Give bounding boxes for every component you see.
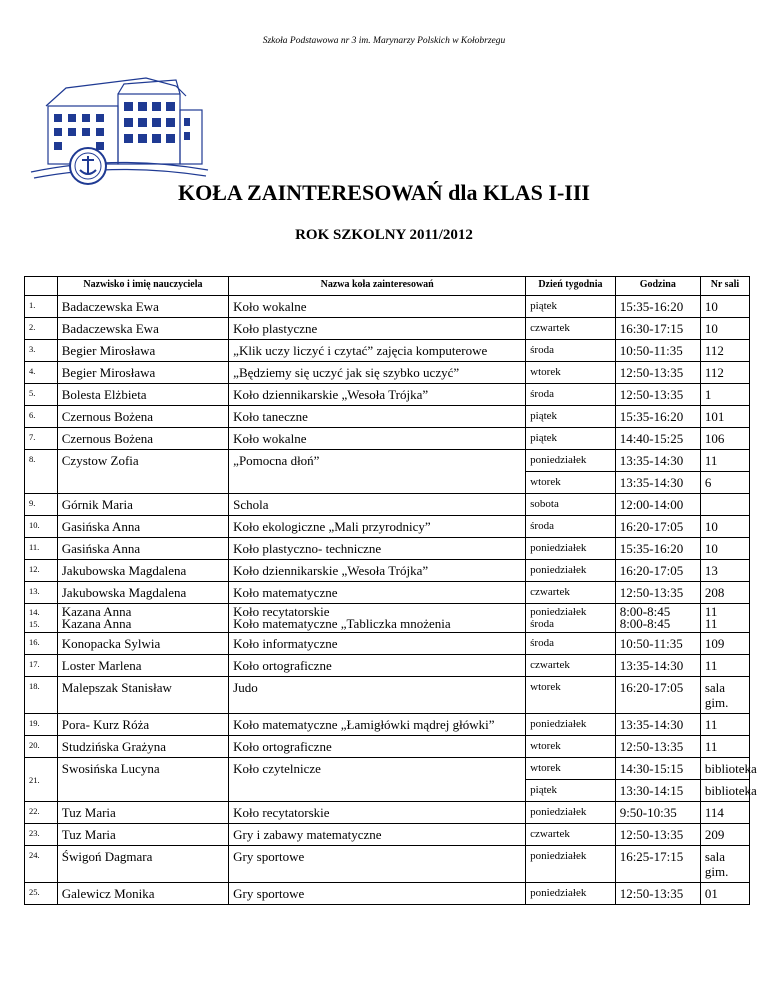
hour-cell: 12:50-13:35 <box>615 824 700 846</box>
teacher-cell: Bolesta Elżbieta <box>57 384 228 406</box>
room-cell: 208 <box>700 582 749 604</box>
room-cell: 10 <box>700 538 749 560</box>
day-cell: poniedziałek <box>526 714 616 736</box>
room-cell: 101 <box>700 406 749 428</box>
room-cell: 01 <box>700 883 749 905</box>
room-cell: biblioteka <box>700 758 749 780</box>
teacher-cell: Gasińska Anna <box>57 538 228 560</box>
teacher-cell: Jakubowska Magdalena <box>57 582 228 604</box>
row-number: 15. <box>29 619 40 629</box>
room-cell: 11 <box>700 736 749 758</box>
school-name-header: Szkoła Podstawowa nr 3 im. Marynarzy Polskich w Kołobrzegu <box>262 36 506 46</box>
day-cell: wtorek <box>526 362 616 384</box>
teacher-cell: Tuz Maria <box>57 802 228 824</box>
club-cell: Judo <box>229 677 526 714</box>
teacher-cell: Tuz Maria <box>57 824 228 846</box>
row-number: 14. <box>29 607 40 617</box>
room-cell: 114 <box>700 802 749 824</box>
day-cell-pair <box>526 604 616 633</box>
row-number: 3. <box>25 340 58 362</box>
room-cell: 6 <box>700 472 749 494</box>
club-cell: Koło dziennikarskie „Wesoła Trójka” <box>229 560 526 582</box>
teacher-cell: Czystow Zofia <box>57 450 228 494</box>
room-cell: 112 <box>700 340 749 362</box>
day-cell: poniedziałek <box>526 560 616 582</box>
table-row <box>25 296 750 318</box>
teacher-cell: Jakubowska Magdalena <box>57 560 228 582</box>
row-number: 13. <box>25 582 58 604</box>
day-cell: sobota <box>526 494 616 516</box>
day-cell: poniedziałek <box>530 606 587 618</box>
room-cell: 106 <box>700 428 749 450</box>
table-row <box>25 384 750 406</box>
header-club: Nazwa koła zainteresowań <box>229 277 526 296</box>
day-cell: poniedziałek <box>526 538 616 560</box>
hour-cell: 13:35-14:30 <box>615 655 700 677</box>
hour-cell: 12:50-13:35 <box>615 362 700 384</box>
table-row <box>25 714 750 736</box>
room-cell: 13 <box>700 560 749 582</box>
club-cell: Koło informatyczne <box>229 633 526 655</box>
row-number: 12. <box>25 560 58 582</box>
teacher-cell-pair <box>57 604 228 633</box>
room-cell: 11 <box>700 655 749 677</box>
club-cell: Gry sportowe <box>229 846 526 883</box>
teacher-cell: Loster Marlena <box>57 655 228 677</box>
teacher-cell: Świgoń Dagmara <box>57 846 228 883</box>
teacher-cell: Badaczewska Ewa <box>57 296 228 318</box>
room-cell: 109 <box>700 633 749 655</box>
day-cell: piątek <box>526 428 616 450</box>
club-cell: Koło plastyczne <box>229 318 526 340</box>
club-cell: Gry i zabawy matematyczne <box>229 824 526 846</box>
table-row <box>25 560 750 582</box>
club-cell-pair <box>229 604 526 633</box>
day-cell: poniedziałek <box>526 802 616 824</box>
anchor-emblem <box>70 148 106 184</box>
hour-cell: 9:50-10:35 <box>615 802 700 824</box>
row-number: 5. <box>25 384 58 406</box>
header-day: Dzień tygodnia <box>526 277 616 296</box>
table-row <box>25 494 750 516</box>
teacher-cell: Czernous Bożena <box>57 428 228 450</box>
room-cell: 11 <box>704 616 718 631</box>
hour-cell: 16:20-17:05 <box>615 560 700 582</box>
day-cell: czwartek <box>526 824 616 846</box>
row-number: 25. <box>25 883 58 905</box>
page-title: KOŁA ZAINTERESOWAŃ dla KLAS I-III <box>177 180 590 205</box>
row-number: 23. <box>25 824 58 846</box>
day-cell: środa <box>526 340 616 362</box>
day-cell: środa <box>530 618 554 630</box>
teacher-cell: Begier Mirosława <box>57 340 228 362</box>
row-number: 6. <box>25 406 58 428</box>
row-number: 20. <box>25 736 58 758</box>
header-hour: Godzina <box>615 277 700 296</box>
day-cell: poniedziałek <box>526 883 616 905</box>
room-cell-pair <box>700 604 749 633</box>
club-cell: Koło plastyczno- techniczne <box>229 538 526 560</box>
table-row <box>25 736 750 758</box>
row-number: 22. <box>25 802 58 824</box>
hour-cell: 10:50-11:35 <box>615 340 700 362</box>
club-cell: Koło recytatorskie <box>229 802 526 824</box>
day-cell: piątek <box>526 406 616 428</box>
teacher-cell: Malepszak Stanisław <box>57 677 228 714</box>
room-cell: 10 <box>700 318 749 340</box>
row-number: 21. <box>25 758 58 802</box>
teacher-cell: Górnik Maria <box>57 494 228 516</box>
day-cell: wtorek <box>526 758 616 780</box>
table-row <box>25 655 750 677</box>
table-row <box>25 362 750 384</box>
hour-cell: 15:35-16:20 <box>615 538 700 560</box>
club-cell: Koło ortograficzne <box>229 736 526 758</box>
hour-cell: 12:50-13:35 <box>615 883 700 905</box>
hour-cell: 8:00-8:45 <box>619 604 671 619</box>
school-building-logo <box>26 66 212 196</box>
row-number: 8. <box>25 450 58 494</box>
row-number: 18. <box>25 677 58 714</box>
club-cell: Koło dziennikarskie „Wesoła Trójka” <box>229 384 526 406</box>
day-cell: czwartek <box>526 582 616 604</box>
hour-cell: 15:35-16:20 <box>615 406 700 428</box>
hour-cell: 12:50-13:35 <box>615 582 700 604</box>
room-cell: 10 <box>700 516 749 538</box>
club-cell: Koło ortograficzne <box>229 655 526 677</box>
table-row <box>25 824 750 846</box>
teacher-cell: Konopacka Sylwia <box>57 633 228 655</box>
room-cell: 11 <box>704 604 718 619</box>
room-cell <box>700 494 749 516</box>
row-number: 19. <box>25 714 58 736</box>
club-cell: Gry sportowe <box>229 883 526 905</box>
day-cell: środa <box>526 633 616 655</box>
hour-cell: 10:50-11:35 <box>615 633 700 655</box>
room-cell: 11 <box>700 714 749 736</box>
hour-cell: 13:35-14:30 <box>615 714 700 736</box>
table-header-row <box>25 277 750 296</box>
club-cell: Koło taneczne <box>229 406 526 428</box>
header-teacher: Nazwisko i imię nauczyciela <box>57 277 228 296</box>
table-row <box>25 846 750 883</box>
table-row <box>25 428 750 450</box>
table-row <box>25 406 750 428</box>
row-number: 4. <box>25 362 58 384</box>
row-number: 17. <box>25 655 58 677</box>
row-number: 2. <box>25 318 58 340</box>
row-number: 9. <box>25 494 58 516</box>
day-cell: środa <box>526 384 616 406</box>
club-cell: Koło matematyczne „Tabliczka mnożenia <box>233 616 451 631</box>
teacher-cell: Gasińska Anna <box>57 516 228 538</box>
hour-cell: 15:35-16:20 <box>615 296 700 318</box>
teacher-cell: Pora- Kurz Róża <box>57 714 228 736</box>
room-cell: 1 <box>700 384 749 406</box>
day-cell: poniedziałek <box>526 846 616 883</box>
school-year-subtitle: ROK SZKOLNY 2011/2012 <box>295 227 473 243</box>
table-row <box>25 340 750 362</box>
row-number: 10. <box>25 516 58 538</box>
row-number: 24. <box>25 846 58 883</box>
row-number: 1. <box>25 296 58 318</box>
hour-cell: 14:40-15:25 <box>615 428 700 450</box>
hour-cell: 12:00-14:00 <box>615 494 700 516</box>
row-number: 16. <box>25 633 58 655</box>
teacher-cell: Badaczewska Ewa <box>57 318 228 340</box>
day-cell: wtorek <box>526 736 616 758</box>
table-row <box>25 677 750 714</box>
table-row <box>25 758 750 780</box>
hour-cell: 12:50-13:35 <box>615 384 700 406</box>
hour-cell: 13:35-14:30 <box>615 450 700 472</box>
club-cell: Koło matematyczne „Łamigłówki mądrej główki” <box>229 714 526 736</box>
table-row-pair <box>25 604 750 633</box>
day-cell: poniedziałek <box>526 450 616 472</box>
day-cell: piątek <box>526 296 616 318</box>
day-cell: środa <box>526 516 616 538</box>
table-row <box>25 450 750 472</box>
club-cell: „Będziemy się uczyć jak się szybko uczyć” <box>229 362 526 384</box>
room-cell: 209 <box>700 824 749 846</box>
teacher-cell: Studzińska Grażyna <box>57 736 228 758</box>
header-room: Nr sali <box>700 277 749 296</box>
hour-cell: 13:30-14:15 <box>615 780 700 802</box>
day-cell: czwartek <box>526 655 616 677</box>
club-cell: „Klik uczy liczyć i czytać” zajęcia komputerowe <box>229 340 526 362</box>
club-cell: Koło czytelnicze <box>229 758 526 802</box>
table-row <box>25 633 750 655</box>
club-cell: Koło recytatorskie <box>233 604 330 619</box>
row-number-pair <box>25 604 58 633</box>
hour-cell: 16:20-17:05 <box>615 677 700 714</box>
day-cell: piątek <box>526 780 616 802</box>
row-number: 11. <box>25 538 58 560</box>
club-cell: Schola <box>229 494 526 516</box>
hour-cell: 12:50-13:35 <box>615 736 700 758</box>
teacher-cell: Begier Mirosława <box>57 362 228 384</box>
room-cell: sala gim. <box>700 846 749 883</box>
table-row <box>25 802 750 824</box>
table-row <box>25 582 750 604</box>
table-row <box>25 318 750 340</box>
clubs-schedule-table <box>24 276 757 905</box>
day-cell: wtorek <box>526 677 616 714</box>
hour-cell: 13:35-14:30 <box>615 472 700 494</box>
day-cell: wtorek <box>526 472 616 494</box>
table-row <box>25 516 750 538</box>
header-number <box>25 277 58 296</box>
room-cell: biblioteka <box>700 780 749 802</box>
hour-cell: 16:20-17:05 <box>615 516 700 538</box>
row-number: 7. <box>25 428 58 450</box>
club-cell: Koło matematyczne <box>229 582 526 604</box>
club-cell: Koło wokalne <box>229 296 526 318</box>
club-cell: „Pomocna dłoń” <box>229 450 526 494</box>
table-row <box>25 538 750 560</box>
teacher-cell: Swosińska Lucyna <box>57 758 228 802</box>
hour-cell: 8:00-8:45 <box>619 616 671 631</box>
hour-cell-pair <box>615 604 700 633</box>
teacher-cell: Kazana Anna <box>61 616 132 631</box>
day-cell: czwartek <box>526 318 616 340</box>
room-cell: 10 <box>700 296 749 318</box>
room-cell: sala gim. <box>700 677 749 714</box>
teacher-cell: Galewicz Monika <box>57 883 228 905</box>
hour-cell: 16:30-17:15 <box>615 318 700 340</box>
hour-cell: 14:30-15:15 <box>615 758 700 780</box>
teacher-cell: Kazana Anna <box>61 604 132 619</box>
room-cell: 11 <box>700 450 749 472</box>
table-row <box>25 883 750 905</box>
club-cell: Koło ekologiczne „Mali przyrodnicy” <box>229 516 526 538</box>
teacher-cell: Czernous Bożena <box>57 406 228 428</box>
hour-cell: 16:25-17:15 <box>615 846 700 883</box>
room-cell: 112 <box>700 362 749 384</box>
club-cell: Koło wokalne <box>229 428 526 450</box>
